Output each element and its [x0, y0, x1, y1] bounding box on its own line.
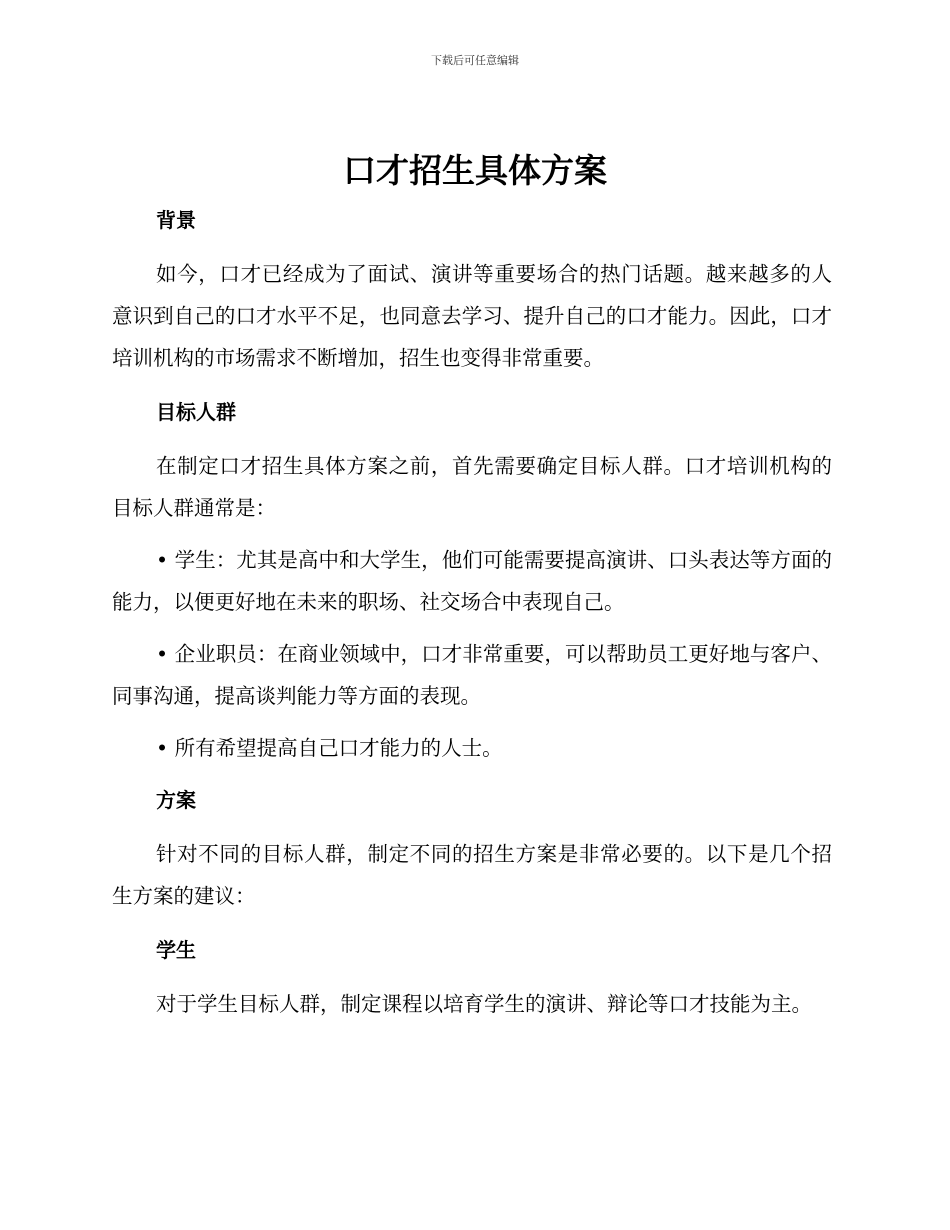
section-heading-background: 背景	[156, 208, 196, 232]
paragraph-plan: 针对不同的目标人群，制定不同的招生方案是非常必要的。以下是几个招生方案的建议：	[112, 842, 832, 908]
section-heading-plan: 方案	[156, 788, 196, 812]
page-header-note: 下载后可任意编辑	[431, 54, 519, 67]
document-title: 口才招生具体方案	[343, 151, 607, 190]
section-heading-target-audience: 目标人群	[156, 400, 236, 424]
paragraph-background: 如今，口才已经成为了面试、演讲等重要场合的热门话题。越来越多的人意识到自己的口才水平不足，也同意去学习、提升自己的口才能力。因此，口才培训机构的市场需求不断增加，招生也变得非常重要。	[112, 262, 832, 370]
list-item-students: • 学生：尤其是高中和大学生，他们可能需要提高演讲、口头表达等方面的能力，以便更好地在未来的职场、社交场合中表现自己。	[112, 548, 832, 614]
list-item-everyone: • 所有希望提高自己口才能力的人士。	[156, 736, 503, 760]
list-item-employees: • 企业职员：在商业领域中，口才非常重要，可以帮助员工更好地与客户、同事沟通，提高谈判能力等方面的表现。	[112, 642, 832, 708]
document-body	[112, 199, 832, 1025]
paragraph-target-audience: 在制定口才招生具体方案之前，首先需要确定目标人群。口才培训机构的目标人群通常是：	[112, 454, 832, 520]
paragraph-students: 对于学生目标人群，制定课程以培育学生的演讲、辩论等口才技能为主。	[156, 992, 812, 1016]
section-heading-students: 学生	[156, 938, 196, 962]
